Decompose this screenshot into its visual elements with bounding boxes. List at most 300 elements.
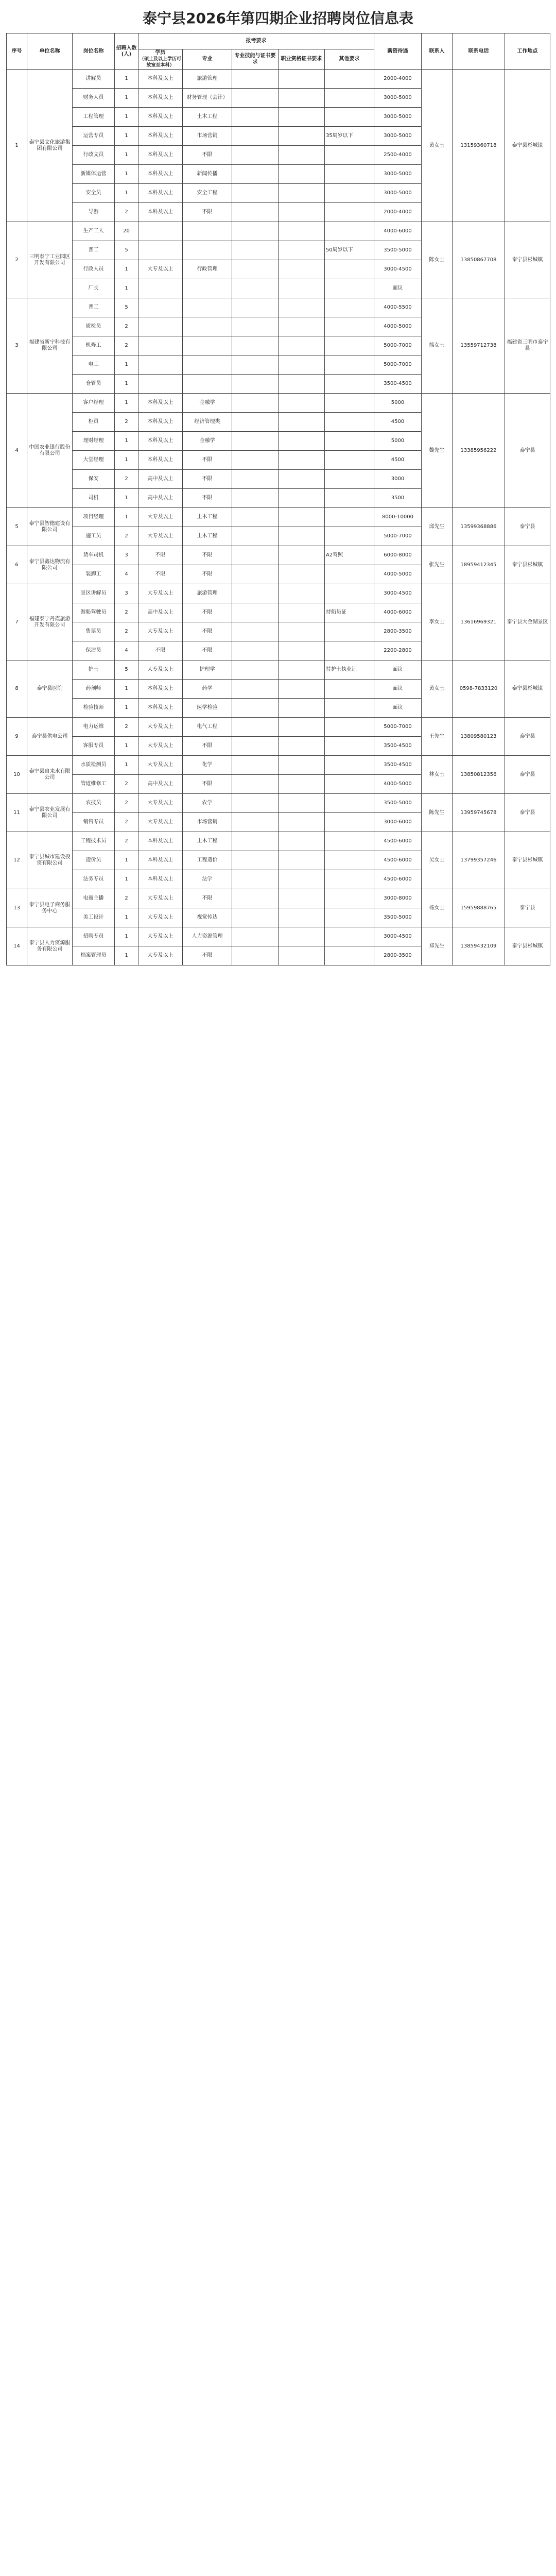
position-name: 安全员 — [73, 184, 115, 203]
cert-req — [279, 641, 325, 660]
hire-count: 1 — [115, 279, 138, 298]
other-req: A2驾照 — [325, 546, 374, 565]
position-name: 财务人员 — [73, 89, 115, 108]
hire-count: 1 — [115, 946, 138, 965]
major-req: 行政管理 — [183, 260, 232, 279]
salary: 5000-7000 — [374, 336, 422, 355]
cert-req — [279, 241, 325, 260]
row-seq: 9 — [7, 718, 27, 756]
cert-req — [279, 737, 325, 756]
contact-phone: 13859432109 — [453, 927, 505, 965]
position-name: 护士 — [73, 660, 115, 680]
hire-count: 1 — [115, 70, 138, 89]
major-req: 经济管理类 — [183, 413, 232, 432]
skill-req — [232, 165, 279, 184]
row-seq: 5 — [7, 508, 27, 546]
hire-count: 1 — [115, 127, 138, 146]
position-name: 电工 — [73, 355, 115, 375]
table-row — [7, 718, 550, 737]
other-req — [325, 680, 374, 699]
contact-name: 邱先生 — [422, 508, 453, 546]
position-name: 检验技师 — [73, 699, 115, 718]
cert-req — [279, 317, 325, 336]
education-req: 本科及以上 — [138, 184, 183, 203]
cert-req — [279, 889, 325, 908]
salary: 6000-8000 — [374, 546, 422, 565]
position-name: 销售专员 — [73, 813, 115, 832]
skill-req — [232, 146, 279, 165]
salary: 2500-4000 — [374, 146, 422, 165]
salary: 5000 — [374, 394, 422, 413]
hire-count: 5 — [115, 660, 138, 680]
table-row — [7, 889, 550, 908]
major-req: 不限 — [183, 203, 232, 222]
position-name: 仓管员 — [73, 375, 115, 394]
other-req — [325, 489, 374, 508]
cert-req — [279, 432, 325, 451]
other-req — [325, 70, 374, 89]
other-req — [325, 89, 374, 108]
hire-count: 2 — [115, 470, 138, 489]
education-req — [138, 279, 183, 298]
hire-count: 1 — [115, 260, 138, 279]
position-name: 工程管理 — [73, 108, 115, 127]
table-row — [7, 70, 550, 89]
cert-req — [279, 222, 325, 241]
major-req: 金融学 — [183, 432, 232, 451]
row-seq: 4 — [7, 394, 27, 508]
jobs-table — [6, 33, 550, 965]
contact-phone: 13959745678 — [453, 794, 505, 832]
salary: 4500 — [374, 451, 422, 470]
other-req — [325, 394, 374, 413]
position-name: 招聘专员 — [73, 927, 115, 946]
major-req: 法学 — [183, 870, 232, 889]
education-req — [138, 241, 183, 260]
other-req — [325, 813, 374, 832]
skill-req — [232, 508, 279, 527]
major-req: 土木工程 — [183, 832, 232, 851]
company-name: 福建省新宁科技有限公司 — [27, 298, 73, 394]
cert-req — [279, 203, 325, 222]
education-req: 大专及以上 — [138, 260, 183, 279]
hire-count: 1 — [115, 89, 138, 108]
contact-phone: 13599368886 — [453, 508, 505, 546]
skill-req — [232, 832, 279, 851]
major-req: 不限 — [183, 946, 232, 965]
education-req: 本科及以上 — [138, 851, 183, 870]
row-seq: 6 — [7, 546, 27, 584]
major-req — [183, 222, 232, 241]
position-name: 行政文员 — [73, 146, 115, 165]
position-name: 生产工人 — [73, 222, 115, 241]
table-row — [7, 584, 550, 603]
work-address: 泰宁县 — [505, 889, 550, 927]
education-req: 不限 — [138, 546, 183, 565]
hire-count: 4 — [115, 565, 138, 584]
cert-req — [279, 870, 325, 889]
other-req — [325, 375, 374, 394]
major-req: 不限 — [183, 641, 232, 660]
work-address: 泰宁县杉城镇 — [505, 660, 550, 718]
other-req — [325, 718, 374, 737]
position-name: 柜员 — [73, 413, 115, 432]
education-req: 高中及以上 — [138, 470, 183, 489]
salary: 3500-5000 — [374, 908, 422, 927]
hire-count: 1 — [115, 451, 138, 470]
salary: 5000-7000 — [374, 527, 422, 546]
salary: 3500-4500 — [374, 375, 422, 394]
position-name: 造价员 — [73, 851, 115, 870]
other-req — [325, 908, 374, 927]
education-req: 大专及以上 — [138, 889, 183, 908]
cert-req — [279, 718, 325, 737]
position-name: 保洁员 — [73, 641, 115, 660]
major-req: 财务管理（会计） — [183, 89, 232, 108]
hire-count: 2 — [115, 775, 138, 794]
skill-req — [232, 470, 279, 489]
position-name: 水质检测员 — [73, 756, 115, 775]
hire-count: 2 — [115, 413, 138, 432]
position-name: 理财经理 — [73, 432, 115, 451]
cert-req — [279, 146, 325, 165]
salary: 3000 — [374, 470, 422, 489]
position-name: 客户经理 — [73, 394, 115, 413]
salary: 4000-6000 — [374, 603, 422, 622]
education-req: 大专及以上 — [138, 622, 183, 641]
position-name: 大堂经理 — [73, 451, 115, 470]
work-address: 泰宁县 — [505, 394, 550, 508]
major-req: 不限 — [183, 451, 232, 470]
skill-req — [232, 622, 279, 641]
education-req: 本科及以上 — [138, 70, 183, 89]
hire-count: 1 — [115, 870, 138, 889]
hire-count: 2 — [115, 622, 138, 641]
other-req — [325, 413, 374, 432]
salary: 3000-5000 — [374, 89, 422, 108]
hire-count: 1 — [115, 184, 138, 203]
position-name: 电商主播 — [73, 889, 115, 908]
contact-name: 李女士 — [422, 584, 453, 660]
cert-req — [279, 127, 325, 146]
cert-req — [279, 70, 325, 89]
other-req — [325, 260, 374, 279]
position-name: 客服专员 — [73, 737, 115, 756]
jobs-body — [7, 70, 550, 965]
education-req: 不限 — [138, 641, 183, 660]
hire-count: 2 — [115, 889, 138, 908]
hire-count: 1 — [115, 756, 138, 775]
education-req: 本科及以上 — [138, 89, 183, 108]
position-name: 游船驾驶员 — [73, 603, 115, 622]
cert-req — [279, 375, 325, 394]
major-req: 土木工程 — [183, 108, 232, 127]
cert-req — [279, 489, 325, 508]
contact-name: 林女士 — [422, 756, 453, 794]
position-name: 行政人员 — [73, 260, 115, 279]
other-req — [325, 508, 374, 527]
cert-req — [279, 279, 325, 298]
hire-count: 2 — [115, 603, 138, 622]
other-req — [325, 165, 374, 184]
other-req: 50周岁以下 — [325, 241, 374, 260]
other-req — [325, 851, 374, 870]
contact-phone: 13559712738 — [453, 298, 505, 394]
education-req — [138, 375, 183, 394]
cert-req — [279, 527, 325, 546]
salary: 5000-7000 — [374, 718, 422, 737]
hire-count: 1 — [115, 680, 138, 699]
major-req: 新闻传播 — [183, 165, 232, 184]
company-name: 泰宁县文化旅游集团有限公司 — [27, 70, 73, 222]
work-address: 泰宁县杉城镇 — [505, 222, 550, 298]
cert-req — [279, 165, 325, 184]
skill-req — [232, 546, 279, 565]
cert-req — [279, 508, 325, 527]
position-name: 司机 — [73, 489, 115, 508]
education-req — [138, 317, 183, 336]
salary: 3000-6000 — [374, 813, 422, 832]
position-name: 普工 — [73, 241, 115, 260]
skill-req — [232, 584, 279, 603]
other-req — [325, 794, 374, 813]
education-req: 本科及以上 — [138, 127, 183, 146]
hire-count: 1 — [115, 375, 138, 394]
hire-count: 1 — [115, 394, 138, 413]
position-name: 管道维修工 — [73, 775, 115, 794]
company-name: 泰宁县鑫达物流有限公司 — [27, 546, 73, 584]
cert-req — [279, 908, 325, 927]
education-req — [138, 222, 183, 241]
cert-req — [279, 184, 325, 203]
skill-req — [232, 298, 279, 317]
education-req: 大专及以上 — [138, 737, 183, 756]
header-education-note: （硕士及以上学历可放宽至本科） — [140, 57, 182, 68]
major-req: 不限 — [183, 622, 232, 641]
work-address: 泰宁县 — [505, 756, 550, 794]
other-req — [325, 737, 374, 756]
position-name: 机修工 — [73, 336, 115, 355]
header-other: 其他要求 — [325, 49, 374, 70]
other-req — [325, 889, 374, 908]
major-req: 旅游管理 — [183, 70, 232, 89]
other-req — [325, 203, 374, 222]
education-req: 大专及以上 — [138, 660, 183, 680]
major-req: 人力资源管理 — [183, 927, 232, 946]
position-name: 农技员 — [73, 794, 115, 813]
company-name: 泰宁县农业发展有限公司 — [27, 794, 73, 832]
education-req: 本科及以上 — [138, 451, 183, 470]
table-row — [7, 794, 550, 813]
major-req: 不限 — [183, 146, 232, 165]
header-address: 工作地点 — [505, 33, 550, 70]
contact-name: 张先生 — [422, 546, 453, 584]
skill-req — [232, 222, 279, 241]
table-row — [7, 394, 550, 413]
header-seq: 序号 — [7, 33, 27, 70]
contact-name: 王先生 — [422, 718, 453, 756]
hire-count: 2 — [115, 203, 138, 222]
salary: 8000-10000 — [374, 508, 422, 527]
skill-req — [232, 699, 279, 718]
position-name: 药剂师 — [73, 680, 115, 699]
other-req: 持船员证 — [325, 603, 374, 622]
salary: 3000-5000 — [374, 165, 422, 184]
major-req: 护理学 — [183, 660, 232, 680]
other-req — [325, 527, 374, 546]
skill-req — [232, 527, 279, 546]
position-name: 运营专员 — [73, 127, 115, 146]
education-req: 高中及以上 — [138, 603, 183, 622]
education-req: 本科及以上 — [138, 108, 183, 127]
row-seq: 1 — [7, 70, 27, 222]
work-address: 泰宁县 — [505, 794, 550, 832]
table-row — [7, 927, 550, 946]
education-req: 本科及以上 — [138, 832, 183, 851]
company-name: 泰宁县电子商务服务中心 — [27, 889, 73, 927]
contact-name: 黄女士 — [422, 70, 453, 222]
page-title: 泰宁县2026年第四期企业招聘岗位信息表 — [143, 10, 413, 27]
hire-count: 2 — [115, 832, 138, 851]
cert-req — [279, 565, 325, 584]
skill-req — [232, 279, 279, 298]
work-address: 泰宁县杉城镇 — [505, 70, 550, 222]
contact-name: 陈先生 — [422, 794, 453, 832]
education-req: 大专及以上 — [138, 718, 183, 737]
header-education-label: 学历 — [155, 50, 166, 56]
salary: 3500 — [374, 489, 422, 508]
education-req: 高中及以上 — [138, 775, 183, 794]
salary: 3500-4500 — [374, 756, 422, 775]
education-req: 本科及以上 — [138, 432, 183, 451]
cert-req — [279, 89, 325, 108]
salary: 4500-6000 — [374, 832, 422, 851]
hire-count: 2 — [115, 794, 138, 813]
header-company: 单位名称 — [27, 33, 73, 70]
education-req — [138, 298, 183, 317]
row-seq: 11 — [7, 794, 27, 832]
row-seq: 3 — [7, 298, 27, 394]
other-req — [325, 775, 374, 794]
hire-count: 1 — [115, 699, 138, 718]
contact-phone: 13799357246 — [453, 832, 505, 889]
contact-phone: 13159360718 — [453, 70, 505, 222]
hire-count: 1 — [115, 908, 138, 927]
salary: 3000-5000 — [374, 108, 422, 127]
other-req — [325, 336, 374, 355]
hire-count: 2 — [115, 527, 138, 546]
position-name: 导游 — [73, 203, 115, 222]
education-req: 本科及以上 — [138, 870, 183, 889]
salary: 3000-4500 — [374, 260, 422, 279]
major-req: 土木工程 — [183, 508, 232, 527]
other-req — [325, 870, 374, 889]
contact-phone: 18959412345 — [453, 546, 505, 584]
hire-count: 4 — [115, 641, 138, 660]
skill-req — [232, 718, 279, 737]
cert-req — [279, 470, 325, 489]
major-req: 安全工程 — [183, 184, 232, 203]
major-req — [183, 317, 232, 336]
contact-name: 杨女士 — [422, 889, 453, 927]
salary: 4000-5000 — [374, 565, 422, 584]
contact-phone: 13809580123 — [453, 718, 505, 756]
hire-count: 3 — [115, 546, 138, 565]
major-req: 工程造价 — [183, 851, 232, 870]
table-row — [7, 222, 550, 241]
skill-req — [232, 908, 279, 927]
cert-req — [279, 355, 325, 375]
skill-req — [232, 794, 279, 813]
row-seq: 2 — [7, 222, 27, 298]
cert-req — [279, 546, 325, 565]
position-name: 保安 — [73, 470, 115, 489]
education-req — [138, 355, 183, 375]
skill-req — [232, 680, 279, 699]
major-req — [183, 298, 232, 317]
position-name: 新媒体运营 — [73, 165, 115, 184]
major-req: 视觉传达 — [183, 908, 232, 927]
salary: 3500-5000 — [374, 794, 422, 813]
skill-req — [232, 660, 279, 680]
salary: 面议 — [374, 279, 422, 298]
contact-name: 郑先生 — [422, 927, 453, 965]
position-name: 档案管理员 — [73, 946, 115, 965]
major-req — [183, 241, 232, 260]
hire-count: 2 — [115, 718, 138, 737]
other-req — [325, 699, 374, 718]
cert-req — [279, 756, 325, 775]
position-name: 工程技术员 — [73, 832, 115, 851]
education-req: 大专及以上 — [138, 508, 183, 527]
header-skill: 专业技能与证书要求 — [232, 49, 279, 70]
major-req: 旅游管理 — [183, 584, 232, 603]
skill-req — [232, 851, 279, 870]
major-req: 医学检验 — [183, 699, 232, 718]
cert-req — [279, 927, 325, 946]
skill-req — [232, 603, 279, 622]
other-req — [325, 279, 374, 298]
contact-phone: 15959888765 — [453, 889, 505, 927]
work-address: 泰宁县大金湖景区 — [505, 584, 550, 660]
education-req: 大专及以上 — [138, 527, 183, 546]
skill-req — [232, 203, 279, 222]
company-name: 泰宁县城市建设投资有限公司 — [27, 832, 73, 889]
cert-req — [279, 622, 325, 641]
other-req — [325, 184, 374, 203]
salary: 面议 — [374, 660, 422, 680]
hire-count: 2 — [115, 813, 138, 832]
contact-phone: 13850867708 — [453, 222, 505, 298]
hire-count: 1 — [115, 432, 138, 451]
hire-count: 3 — [115, 584, 138, 603]
cert-req — [279, 603, 325, 622]
company-name: 泰宁县供电公司 — [27, 718, 73, 756]
skill-req — [232, 336, 279, 355]
major-req: 土木工程 — [183, 527, 232, 546]
other-req — [325, 622, 374, 641]
cert-req — [279, 336, 325, 355]
other-req — [325, 451, 374, 470]
row-seq: 14 — [7, 927, 27, 965]
other-req — [325, 565, 374, 584]
cert-req — [279, 584, 325, 603]
salary: 4500-6000 — [374, 870, 422, 889]
contact-name: 陈女士 — [422, 222, 453, 298]
other-req — [325, 432, 374, 451]
contact-name: 黄女士 — [422, 660, 453, 718]
skill-req — [232, 260, 279, 279]
